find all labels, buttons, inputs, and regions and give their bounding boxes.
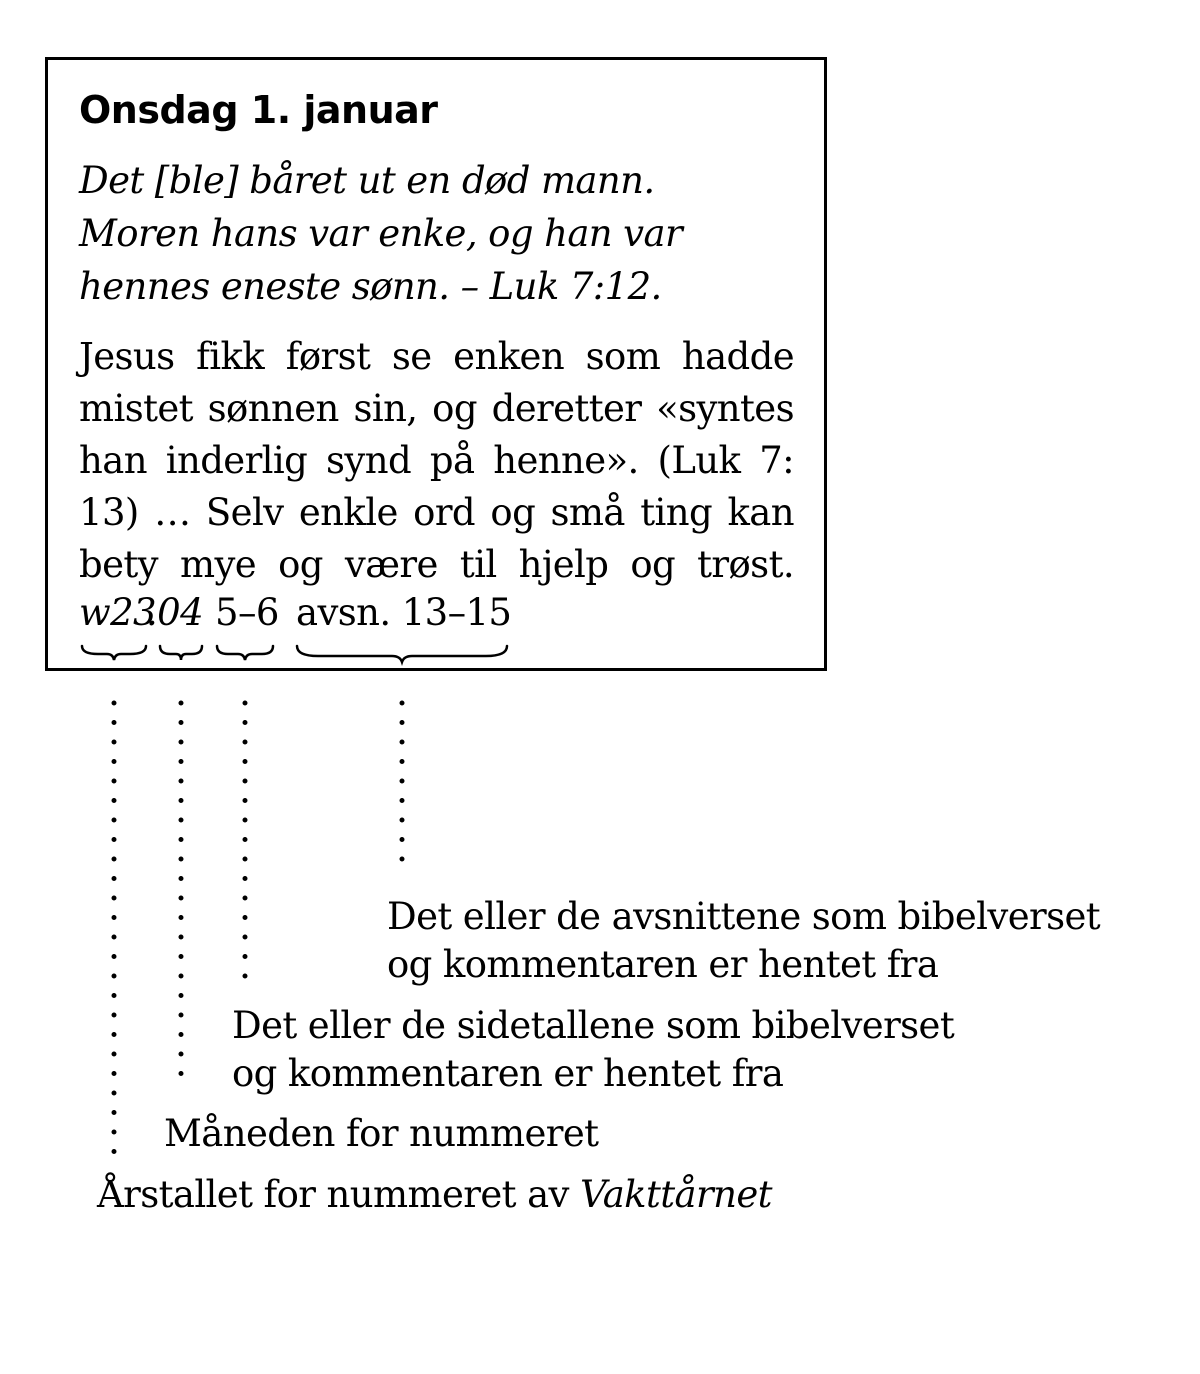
card-title: Onsdag 1. januar <box>79 88 438 132</box>
reference-pages: 5–6 <box>215 591 279 634</box>
comment-line: han inderlig synd på henne». (Luk 7: <box>79 439 794 482</box>
brace-month <box>160 646 202 660</box>
pages-label: Det eller de sidetallene som bibelverset og kommentaren er hentet fra <box>232 1004 955 1095</box>
paragraphs-label: Det eller de avsnittene som bibelverset og kommentaren er hentet fra <box>387 895 1101 986</box>
magazine-title: Vakttårnet <box>580 1173 772 1216</box>
verse-line: Det [ble] båret ut en død mann. <box>79 159 655 202</box>
comment-line: mistet sønnen sin, og deretter «syntes <box>79 387 794 430</box>
comment-line: 13) … Selv enkle ord og små ting kan <box>79 491 794 534</box>
reference-month: .04 <box>146 591 204 634</box>
reference-paragraphs: avsn. 13–15 <box>296 591 512 634</box>
brace-paragraphs <box>297 646 507 662</box>
verse-line: hennes eneste sønn. – Luk 7:12. <box>79 265 662 308</box>
month-label: Måneden for nummeret <box>164 1112 599 1155</box>
brace-year <box>82 646 146 660</box>
brace-pages <box>217 646 273 660</box>
year-label: Årstallet for nummeret av Vakttårnet <box>97 1173 772 1216</box>
comment-line: bety mye og være til hjelp og trøst. <box>79 543 794 586</box>
comment-line: Jesus fikk først se enken som hadde <box>79 335 794 378</box>
verse-line: Moren hans var enke, og han var <box>79 212 683 255</box>
reference-year: w23 <box>79 591 156 634</box>
